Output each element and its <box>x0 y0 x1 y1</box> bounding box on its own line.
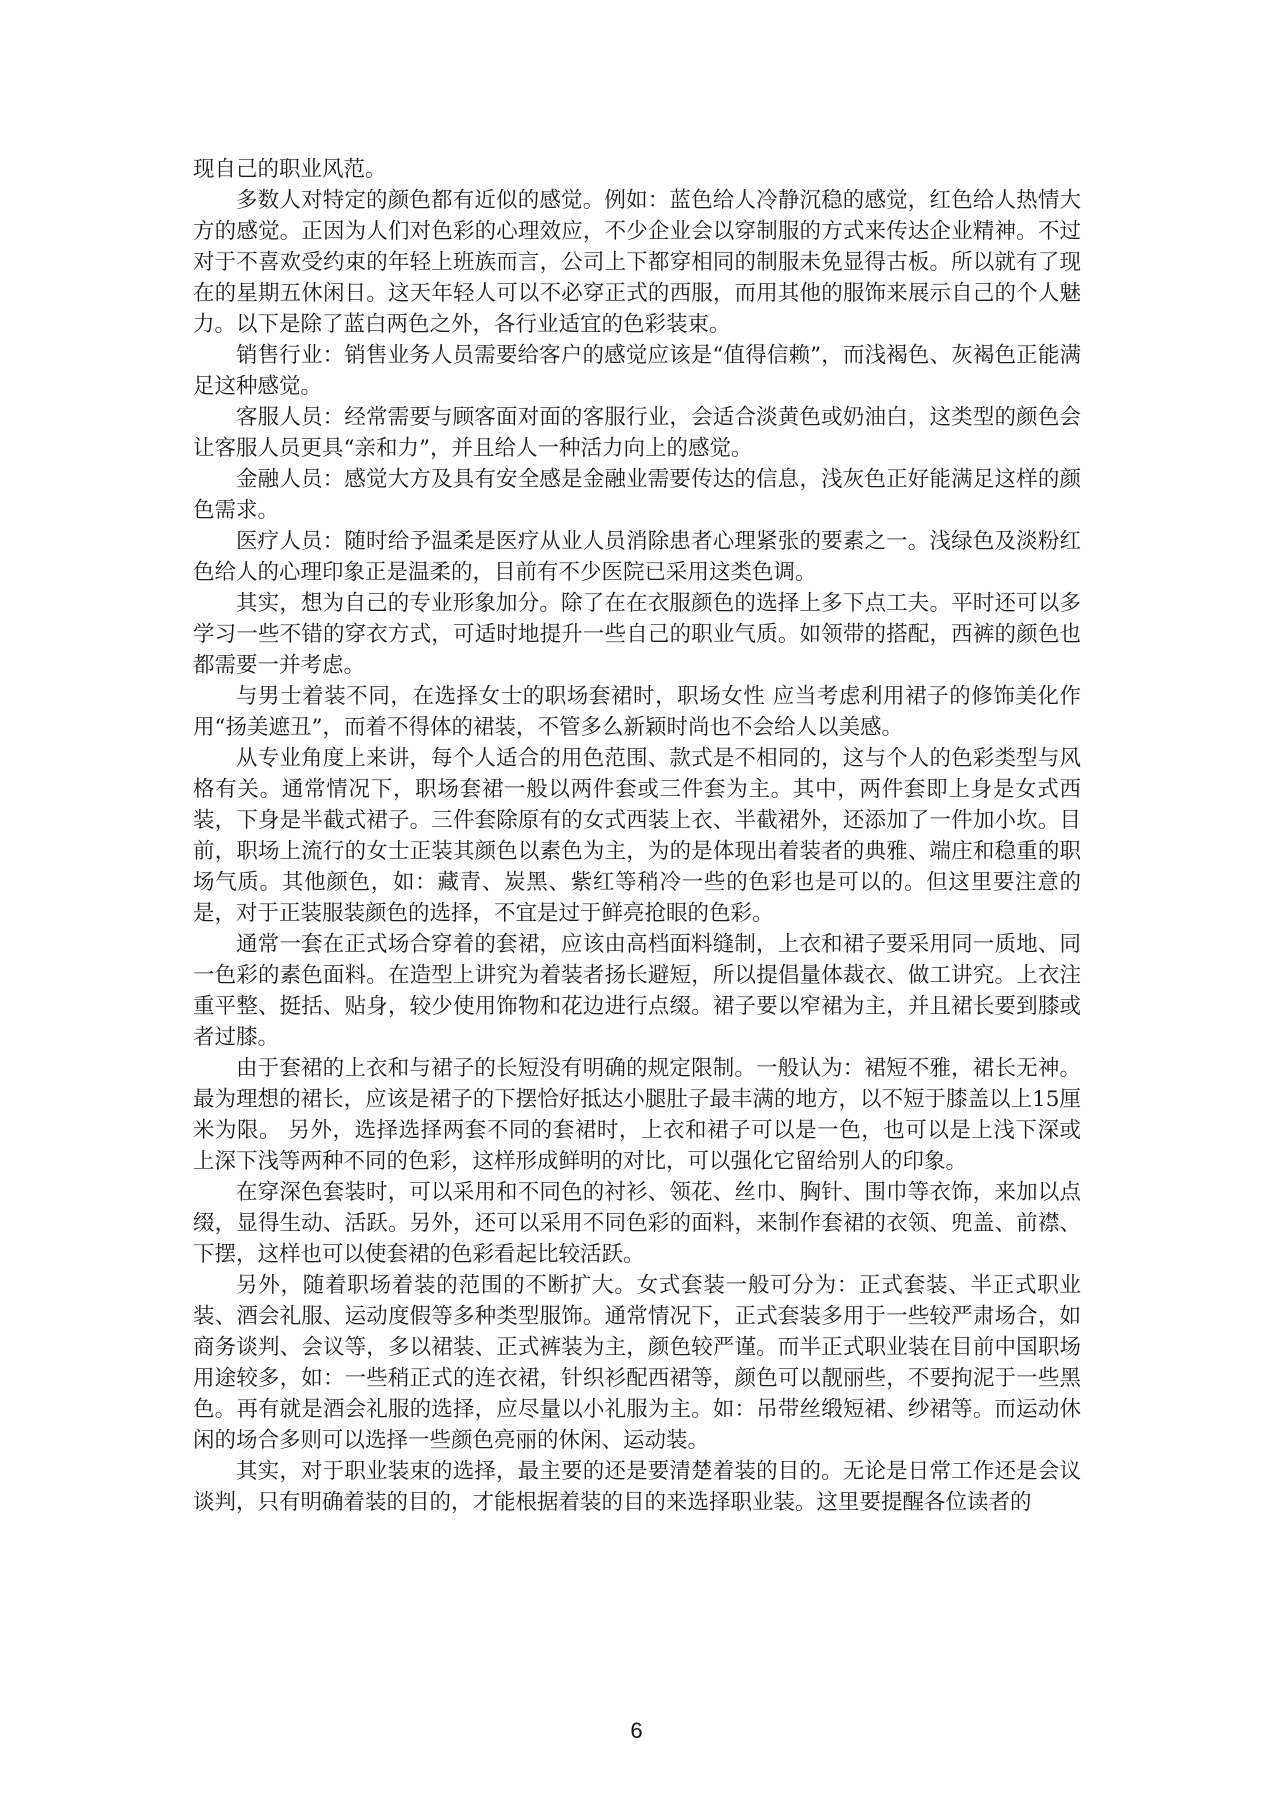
body-paragraph: 现自己的职业风范。 <box>193 157 387 182</box>
body-paragraph: 通常一套在正式场合穿着的套裙，应该由高档面料缝制，上衣和裙子要采用同一质地、同一色彩的素色面料。在造型上讲究为着装者扬长避短，所以提倡量体裁衣、做工讲究。上衣注重平整、挺括、贴身，较少使用饰物和花边进行点缀。裙子要以窄裙为主，并且裙长要到膝或者过膝。 <box>193 932 1081 1050</box>
body-paragraph: 另外，随着职场着装的范围的不断扩大。女式套装一般可分为：正式套装、半正式职业装、酒会礼服、运动度假等多种类型服饰。通常情况下，正式套装多用于一些较严肃场合，如商务谈判、会议等，多以裙装、正式裤装为主，颜色较严谨。而半正式职业装在目前中国职场用途较多，如：一些稍正式的连衣裙，针织衫配西裙等，颜色可以靓丽些，不要拘泥于一些黑色。再有就是酒会礼服的选择，应尽量以小礼服为主。如：吊带丝缎短裙、纱裙等。而运动休闲的场合多则可以选择一些颜色亮丽的休闲、运动装。 <box>193 1273 1081 1453</box>
body-paragraph: 销售行业：销售业务人员需要给客户的感觉应该是“值得信赖”，而浅褐色、灰褐色正能满足这种感觉。 <box>193 343 1081 399</box>
body-paragraph: 与男士着装不同，在选择女士的职场套裙时，职场女性 应当考虑利用裙子的修饰美化作用“扬美遮丑”，而着不得体的裙装，不管多么新颖时尚也不会给人以美感。 <box>193 684 1081 740</box>
body-paragraph: 客服人员：经常需要与顾客面对面的客服行业，会适合淡黄色或奶油白，这类型的颜色会让客服人员更具“亲和力”，并且给人一种活力向上的感觉。 <box>193 405 1081 461</box>
body-paragraph: 其实，对于职业装束的选择，最主要的还是要清楚着装的目的。无论是日常工作还是会议谈判，只有明确着装的目的，才能根据着装的目的来选择职业装。这里要提醒各位读者的 <box>193 1459 1081 1515</box>
body-paragraph: 在穿深色套装时，可以采用和不同色的衬衫、领花、丝巾、胸针、围巾等衣饰，来加以点缀，显得生动、活跃。另外，还可以采用不同色彩的面料，来制作套裙的衣领、兜盖、前襟、下摆，这样也可以使套裙的色彩看起比较活跃。 <box>193 1180 1081 1267</box>
body-paragraph: 多数人对特定的颜色都有近似的感觉。例如：蓝色给人冷静沉稳的感觉，红色给人热情大方的感觉。正因为人们对色彩的心理效应，不少企业会以穿制服的方式来传达企业精神。不过对于不喜欢受约束的年轻上班族而言，公司上下都穿相同的制服未免显得古板。所以就有了现在的星期五休闲日。这天年轻人可以不必穿正式的西服，而用其他的服饰来展示自己的个人魅力。以下是除了蓝白两色之外，各行业适宜的色彩装束。 <box>193 188 1081 337</box>
body-paragraph: 其实，想为自己的专业形象加分。除了在在衣服颜色的选择上多下点工夫。平时还可以多学习一些不错的穿衣方式，可适时地提升一些自己的职业气质。如领带的搭配，西裤的颜色也都需要一并考虑。 <box>193 591 1081 678</box>
body-paragraph: 由于套裙的上衣和与裙子的长短没有明确的规定限制。一般认为：裙短不雅，裙长无神。最为理想的裙长，应该是裙子的下摆恰好抵达小腿肚子最丰满的地方，以不短于膝盖以上15厘米为限。 另外，选择选择两套不同的套裙时，上衣和裙子可以是一色，也可以是上浅下深或上深下浅等两种不同的色彩，这样形成鲜明的对比，可以强化它留给别人的印象。 <box>193 1056 1081 1174</box>
body-paragraph: 医疗人员：随时给予温柔是医疗从业人员消除患者心理紧张的要素之一。浅绿色及淡粉红色给人的心理印象正是温柔的，目前有不少医院已采用这类色调。 <box>193 529 1081 585</box>
page-body <box>193 154 1081 1518</box>
body-paragraph: 金融人员：感觉大方及具有安全感是金融业需要传达的信息，浅灰色正好能满足这样的颜色需求。 <box>193 467 1081 523</box>
page-number: 6 <box>630 1718 643 1743</box>
body-paragraph: 从专业角度上来讲，每个人适合的用色范围、款式是不相同的，这与个人的色彩类型与风格有关。通常情况下，职场套裙一般以两件套或三件套为主。其中，两件套即上身是女式西装，下身是半截式裙子。三件套除原有的女式西装上衣、半截裙外，还添加了一件加小坎。目前，职场上流行的女士正装其颜色以素色为主，为的是体现出着装者的典雅、端庄和稳重的职场气质。其他颜色，如：藏青、炭黑、紫红等稍冷一些的色彩也是可以的。但这里要注意的是，对于正装服装颜色的选择，不宜是过于鲜亮抢眼的色彩。 <box>193 746 1081 926</box>
